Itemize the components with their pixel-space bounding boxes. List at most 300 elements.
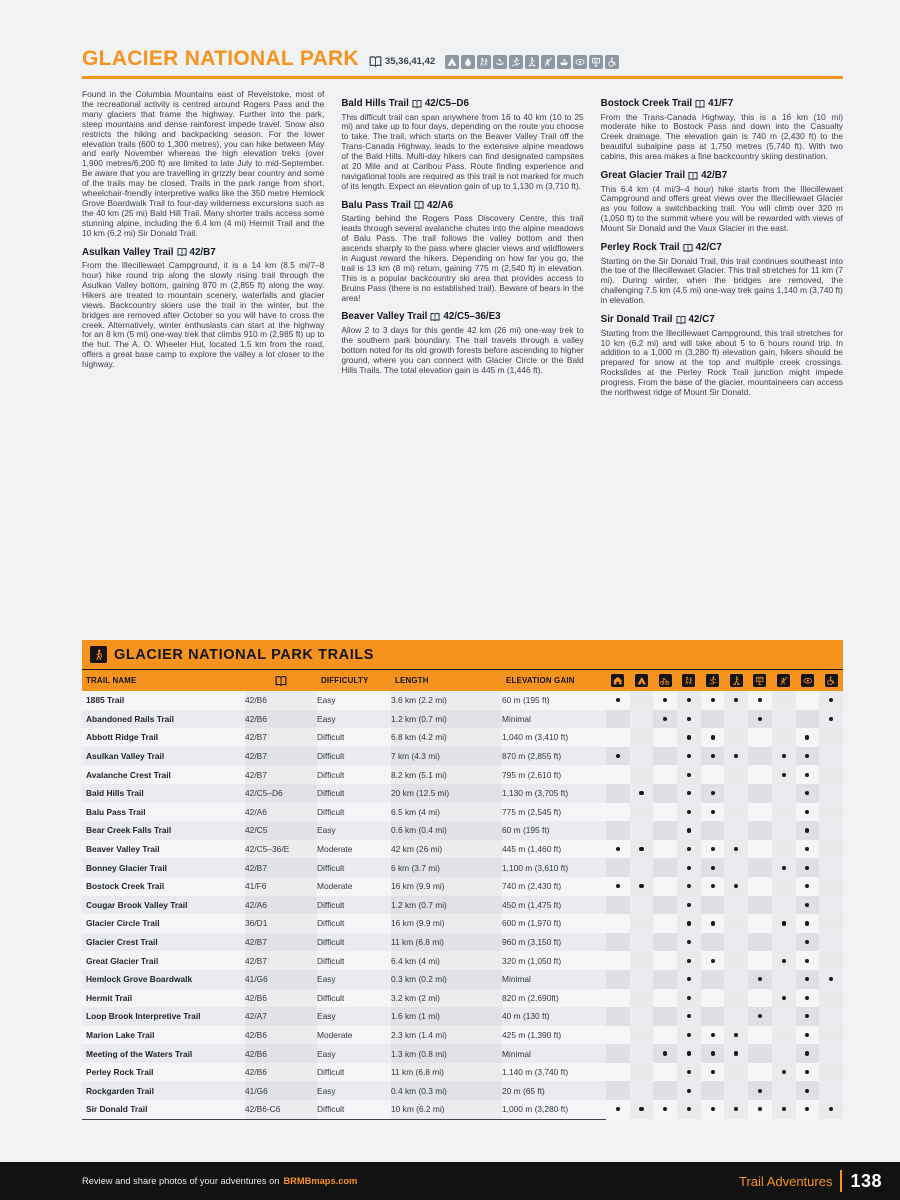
activity-dot-cell-snowshoeing: [724, 970, 748, 989]
activity-dot: [829, 977, 833, 981]
activity-dot-cell-hut: [606, 691, 630, 710]
activity-dot-cell-camping: [630, 858, 654, 877]
activity-dot: [711, 1107, 715, 1111]
activity-dot-cell-viewpoint: [796, 951, 820, 970]
activity-dot-cell-biking: [653, 803, 677, 822]
hiking-icon: [477, 55, 491, 69]
activity-dot-cell-wheelchair: [819, 728, 843, 747]
paddling-icon: [493, 55, 507, 69]
table-row: [82, 933, 843, 952]
activity-dot: [687, 996, 691, 1000]
trails-table-title: GLACIER NATIONAL PARK TRAILS: [114, 646, 375, 663]
activity-dot: [805, 773, 809, 777]
activity-dot-cell-interpretive: [748, 710, 772, 729]
activity-dot-cell-hut: [606, 710, 630, 729]
activity-dot-cell-hut: [606, 821, 630, 840]
activity-dot-cell-climbing: [772, 1007, 796, 1026]
difficulty-cell: Difficult: [317, 1104, 345, 1115]
length-cell: 0.6 km (0.4 mi): [391, 821, 502, 840]
activity-dot-cell-hiking: [677, 1100, 701, 1119]
activity-dot-cell-camping: [630, 784, 654, 803]
activity-dot-cell-viewpoint: [796, 765, 820, 784]
trail-heading: [601, 314, 843, 325]
activity-dot-cell-viewpoint: [796, 877, 820, 896]
activity-dot: [616, 1107, 620, 1111]
table-row: [82, 970, 843, 989]
activity-dot: [805, 903, 809, 907]
hut-icon: [611, 674, 624, 687]
activity-dot: [663, 698, 667, 702]
activity-icon-strip: [445, 55, 619, 69]
activity-dot: [687, 828, 691, 832]
elevation-gain-cell: Minimal: [502, 974, 531, 985]
activity-dot: [805, 866, 809, 870]
map-book-icon: [688, 171, 698, 181]
activity-dot-cell-biking: [653, 1007, 677, 1026]
activity-dot-cell-camping: [630, 951, 654, 970]
activity-dot-cell-skiing: [701, 784, 725, 803]
trail-paragraph: This difficult trail can span anywhere from 16 to 40 km (10 to 25 mi) and take up to four days, depending on the route you choose to take. The trail, which starts on the Beaver Valley Trail off the Trans-Canada Highway, leads to the extensive alpine meadows of the Bald Hills. Multi-day hikers can find designated campsites at 20 Mile and at Caribou Pass. Route finding experience and navigational tools are required as this trail is not marked for much of its length. Expect an elevation gain of up to 1,130 m (3,710 ft).: [341, 111, 584, 191]
difficulty-cell: Easy: [317, 974, 336, 985]
length-cell: 2.3 km (1.4 mi): [391, 1026, 502, 1045]
trails-table-header: [82, 669, 843, 691]
activity-dot-cell-climbing: [772, 691, 796, 710]
activity-dot-cell-hut: [606, 1081, 630, 1100]
table-row: [82, 1100, 843, 1119]
activity-dot-cell-skiing: [701, 914, 725, 933]
activity-dot-cell-skiing: [701, 970, 725, 989]
activity-dot-cell-camping: [630, 970, 654, 989]
activity-dot-cell-camping: [630, 1044, 654, 1063]
trail-heading: [601, 242, 843, 253]
activity-dot-cell-wheelchair: [819, 914, 843, 933]
activity-dot-cell-viewpoint: [796, 784, 820, 803]
activity-dot-cell-interpretive: [748, 933, 772, 952]
activity-dot: [782, 773, 786, 777]
elevation-gain-cell: Minimal: [502, 1048, 531, 1059]
camping-icon: [445, 55, 459, 69]
trail-name-cell: Abandoned Rails Trail: [86, 713, 174, 724]
table-row: [82, 1044, 843, 1063]
activity-dot: [687, 754, 691, 758]
activity-dot-cell-interpretive: [748, 877, 772, 896]
activity-dot: [616, 754, 620, 758]
trail-heading-map-ref: 42/C7: [688, 314, 715, 326]
activity-dot: [758, 1089, 762, 1093]
activity-dot-cell-camping: [630, 710, 654, 729]
activity-dot-cell-wheelchair: [819, 1100, 843, 1119]
trail-name-cell: Bear Creek Falls Trail: [86, 825, 172, 836]
activity-dot-cell-biking: [653, 728, 677, 747]
activity-dot-cell-skiing: [701, 765, 725, 784]
activity-dot-cell-hut: [606, 1007, 630, 1026]
activity-dot: [782, 1070, 786, 1074]
activity-dot-cell-hiking: [677, 784, 701, 803]
activity-dot: [805, 754, 809, 758]
trails-table-body: [82, 691, 843, 1119]
map-ref-cell: 42/B7: [245, 933, 317, 952]
activity-dot-cell-interpretive: [748, 1044, 772, 1063]
elevation-gain-cell: 795 m (2,610 ft): [502, 769, 562, 780]
activity-dot-cell-snowshoeing: [724, 691, 748, 710]
trail-heading-name: Great Glacier Trail: [600, 170, 686, 182]
activity-dot-cell-hiking: [677, 747, 701, 766]
activity-dot-cell-hiking: [677, 914, 701, 933]
difficulty-cell: Difficult: [317, 918, 345, 929]
activity-dot: [734, 1051, 738, 1055]
trail-name-cell: Sir Donald Trail: [86, 1104, 148, 1115]
activity-dot: [616, 884, 620, 888]
activity-dot-cell-interpretive: [748, 840, 772, 859]
map-ref-cell: 42/C5–D6: [245, 784, 317, 803]
difficulty-cell: Difficult: [317, 862, 345, 873]
table-row: [82, 914, 843, 933]
activity-dot-cell-viewpoint: [796, 691, 820, 710]
activity-dot-cell-biking: [653, 896, 677, 915]
map-book-icon: [245, 675, 317, 687]
activity-dot-cell-snowshoeing: [724, 821, 748, 840]
activity-dot-cell-skiing: [701, 747, 725, 766]
activity-dot-cell-skiing: [701, 821, 725, 840]
activity-dot: [687, 1089, 691, 1093]
activity-dot: [711, 959, 715, 963]
activity-dot-cell-biking: [653, 1026, 677, 1045]
activity-dot-cell-hiking: [677, 803, 701, 822]
activity-dot-cell-climbing: [772, 1026, 796, 1045]
article-column-3: [601, 90, 843, 638]
elevation-gain-cell: 445 m (1,460 ft): [502, 844, 562, 855]
elevation-gain-cell: 40 m (130 ft): [502, 1011, 550, 1022]
activity-dot-cell-interpretive: [748, 989, 772, 1008]
activity-dot: [687, 698, 691, 702]
activity-dot-cell-wheelchair: [819, 951, 843, 970]
activity-dot-cell-interpretive: [748, 765, 772, 784]
map-ref-cell: 41/F6: [245, 877, 317, 896]
activity-dot: [663, 1051, 667, 1055]
activity-dot-cell-snowshoeing: [724, 728, 748, 747]
map-ref-cell: 36/D1: [245, 914, 317, 933]
activity-dot-cell-skiing: [701, 1007, 725, 1026]
activity-dot-cell-hiking: [677, 691, 701, 710]
activity-dot-cell-interpretive: [748, 1007, 772, 1026]
difficulty-cell: Difficult: [317, 788, 345, 799]
activity-dot: [687, 977, 691, 981]
trail-name-cell: Perley Rock Trail: [86, 1067, 154, 1078]
difficulty-cell: Easy: [317, 713, 336, 724]
map-book-icon: [369, 55, 382, 68]
activity-dot-cell-snowshoeing: [724, 1026, 748, 1045]
difficulty-cell: Moderate: [317, 1029, 353, 1040]
map-ref-cell: 42/A6: [245, 896, 317, 915]
activity-dot: [782, 959, 786, 963]
table-bottom-rule: [82, 1119, 606, 1121]
activity-dot-cell-snowshoeing: [724, 840, 748, 859]
activity-dot-cell-hut: [606, 1063, 630, 1082]
trail-heading-name: Beaver Valley Trail: [341, 311, 428, 323]
wildlife-viewing-icon: [573, 55, 587, 69]
activity-dot-cell-snowshoeing: [724, 989, 748, 1008]
activity-dot-cell-climbing: [772, 970, 796, 989]
table-row: [82, 1026, 843, 1045]
activity-dot-cell-interpretive: [748, 728, 772, 747]
activity-dot-cell-biking: [653, 840, 677, 859]
trail-name-cell: Hermit Trail: [86, 992, 133, 1003]
map-ref-cell: 42/B7: [245, 747, 317, 766]
activity-dot-cell-interpretive: [748, 1100, 772, 1119]
elevation-gain-cell: 425 m (1,390 ft): [502, 1029, 562, 1040]
brmbmaps-link[interactable]: BRMBmaps.com: [283, 1176, 358, 1186]
activity-dot-cell-biking: [653, 914, 677, 933]
trail-name-cell: Rockgarden Trail: [86, 1085, 154, 1096]
activity-dot-cell-viewpoint: [796, 710, 820, 729]
activity-dot-cell-wheelchair: [819, 691, 843, 710]
activity-dot-cell-hiking: [677, 1026, 701, 1045]
activity-dot-cell-interpretive: [748, 803, 772, 822]
map-ref-cell: 42/B7: [245, 951, 317, 970]
activity-dot: [805, 884, 809, 888]
activity-dot-cell-wheelchair: [819, 710, 843, 729]
difficulty-cell: Difficult: [317, 806, 345, 817]
activity-dot-cell-biking: [653, 765, 677, 784]
table-row: [82, 691, 843, 710]
activity-dot: [711, 698, 715, 702]
activity-dot: [639, 1107, 643, 1111]
trail-heading: [82, 247, 324, 258]
difficulty-cell: Difficult: [317, 955, 345, 966]
map-ref-cell: 41/G6: [245, 970, 317, 989]
elevation-gain-cell: 450 m (1,475 ft): [502, 899, 562, 910]
activity-dot: [687, 1107, 691, 1111]
trail-name-cell: Glacier Circle Trail: [86, 918, 160, 929]
activity-dot: [734, 754, 738, 758]
activity-dot: [734, 1033, 738, 1037]
activity-dot: [805, 791, 809, 795]
activity-dot: [758, 1107, 762, 1111]
activity-dot-cell-wheelchair: [819, 858, 843, 877]
activity-dot-cell-skiing: [701, 803, 725, 822]
trail-name-cell: Beaver Valley Trail: [86, 844, 160, 855]
activity-dot-cell-snowshoeing: [724, 914, 748, 933]
activity-dot: [734, 698, 738, 702]
activity-dot-cell-biking: [653, 691, 677, 710]
article-column-1: [82, 90, 324, 638]
activity-dot: [663, 717, 667, 721]
activity-dot-cell-skiing: [701, 951, 725, 970]
activity-dot-cell-camping: [630, 840, 654, 859]
activity-dot-cell-hut: [606, 1044, 630, 1063]
activity-dot: [687, 1033, 691, 1037]
activity-dot-cell-biking: [653, 747, 677, 766]
activity-dot-cell-camping: [630, 1063, 654, 1082]
trail-heading: [601, 98, 843, 109]
table-row: [82, 728, 843, 747]
map-ref-cell: 42/B7: [245, 858, 317, 877]
activity-dot: [616, 698, 620, 702]
activity-dot-cell-camping: [630, 1026, 654, 1045]
activity-dot: [687, 810, 691, 814]
section-title: Trail Adventures: [739, 1173, 833, 1189]
skiing-icon: [509, 55, 523, 69]
table-row: [82, 710, 843, 729]
trail-heading-map-ref: 42/B7: [701, 170, 728, 182]
activity-dot-cell-hiking: [677, 840, 701, 859]
length-cell: 3.6 km (2.2 mi): [391, 691, 502, 710]
activity-dot-cell-snowshoeing: [724, 877, 748, 896]
map-reference: [369, 55, 435, 69]
wheelchair-icon: [825, 674, 838, 687]
activity-dot: [758, 717, 762, 721]
difficulty-cell: Easy: [317, 695, 336, 706]
activity-dot-cell-hut: [606, 1100, 630, 1119]
activity-dot-cell-skiing: [701, 896, 725, 915]
activity-dot-cell-skiing: [701, 858, 725, 877]
activity-dot-cell-interpretive: [748, 691, 772, 710]
difficulty-cell: Difficult: [317, 899, 345, 910]
activity-dot-cell-climbing: [772, 803, 796, 822]
map-ref-cell: 42/B6: [245, 691, 317, 710]
activity-dot-cell-interpretive: [748, 1081, 772, 1100]
activity-dot-cell-viewpoint: [796, 914, 820, 933]
trail-heading-name: Perley Rock Trail: [600, 242, 680, 254]
hiking-icon: [682, 674, 695, 687]
activity-dot-cell-climbing: [772, 858, 796, 877]
activity-dot: [687, 717, 691, 721]
table-row: [82, 803, 843, 822]
activity-dot: [805, 977, 809, 981]
activity-dot-cell-climbing: [772, 1063, 796, 1082]
activity-dot-cell-hiking: [677, 1063, 701, 1082]
header-divider: [82, 76, 843, 79]
table-row: [82, 1063, 843, 1082]
footer-section-info: [739, 1170, 882, 1192]
activity-dot-cell-interpretive: [748, 784, 772, 803]
length-cell: 6.4 km (4 mi): [391, 951, 502, 970]
activity-dot-cell-hut: [606, 858, 630, 877]
activity-dot-cell-snowshoeing: [724, 747, 748, 766]
activity-dot-cell-viewpoint: [796, 1007, 820, 1026]
activity-dot-cell-camping: [630, 989, 654, 1008]
activity-dot-cell-wheelchair: [819, 1026, 843, 1045]
table-row: [82, 784, 843, 803]
activity-dot-cell-interpretive: [748, 970, 772, 989]
table-row: [82, 1081, 843, 1100]
activity-dot: [687, 1051, 691, 1055]
activity-dot-cell-climbing: [772, 728, 796, 747]
length-cell: 1.6 km (1 mi): [391, 1007, 502, 1026]
activity-dot-cell-camping: [630, 803, 654, 822]
camping-icon: [635, 674, 648, 687]
activity-dot-cell-camping: [630, 728, 654, 747]
trail-heading: [341, 311, 583, 322]
activity-dot-cell-viewpoint: [796, 821, 820, 840]
activity-dot-cell-hut: [606, 747, 630, 766]
table-row: [82, 840, 843, 859]
length-cell: 20 km (12.5 mi): [391, 784, 502, 803]
table-row: [82, 1007, 843, 1026]
activity-dot: [687, 940, 691, 944]
activity-dot-cell-hut: [606, 896, 630, 915]
elevation-gain-cell: 740 m (2,430 ft): [502, 881, 562, 892]
activity-dot: [711, 1051, 715, 1055]
trail-name-cell: Bonney Glacier Trail: [86, 862, 167, 873]
map-ref-cell: 42/C5–36/E: [245, 840, 317, 859]
trail-name-cell: Bald Hills Trail: [86, 788, 144, 799]
activity-dot-cell-viewpoint: [796, 840, 820, 859]
activity-dot: [734, 847, 738, 851]
trail-name-cell: Asulkan Valley Trail: [86, 751, 165, 762]
map-book-icon: [676, 315, 686, 325]
activity-dot-cell-viewpoint: [796, 933, 820, 952]
activity-dot-cell-interpretive: [748, 821, 772, 840]
activity-dot-cell-snowshoeing: [724, 858, 748, 877]
activity-dot-cell-hut: [606, 803, 630, 822]
elevation-gain-cell: 960 m (3,150 ft): [502, 937, 562, 948]
elevation-gain-cell: Minimal: [502, 713, 531, 724]
elevation-gain-cell: 20 m (65 ft): [502, 1085, 545, 1096]
activity-dot-cell-hiking: [677, 765, 701, 784]
map-ref-cell: 42/B7: [245, 765, 317, 784]
activity-dot-cell-hiking: [677, 1081, 701, 1100]
elevation-gain-cell: 820 m (2,690ft): [502, 992, 559, 1003]
map-ref-cell: 42/B7: [245, 728, 317, 747]
activity-dot-cell-wheelchair: [819, 970, 843, 989]
activity-dot: [687, 847, 691, 851]
trail-heading: [341, 200, 583, 211]
map-ref-cell: 42/B6: [245, 710, 317, 729]
activity-dot-cell-hut: [606, 1026, 630, 1045]
elevation-gain-cell: 870 m (2,855 ft): [502, 751, 562, 762]
map-book-icon: [695, 99, 705, 109]
activity-dot: [805, 847, 809, 851]
climbing-icon: [777, 674, 790, 687]
activity-dot: [687, 884, 691, 888]
table-row: [82, 877, 843, 896]
activity-dot: [805, 1070, 809, 1074]
trail-heading-map-ref: 42/C7: [695, 242, 722, 254]
activity-dot-cell-biking: [653, 933, 677, 952]
activity-dot-cell-wheelchair: [819, 877, 843, 896]
activity-dot-cell-viewpoint: [796, 896, 820, 915]
length-cell: 6.5 km (4 mi): [391, 803, 502, 822]
activity-dot-cell-climbing: [772, 877, 796, 896]
activity-dot-cell-snowshoeing: [724, 710, 748, 729]
snowshoeing-icon: [730, 674, 743, 687]
elevation-gain-cell: 1,040 m (3,410 ft): [502, 732, 569, 743]
activity-dot: [805, 996, 809, 1000]
map-book-icon: [414, 200, 424, 210]
activity-dot: [805, 735, 809, 739]
activity-dot-cell-snowshoeing: [724, 1007, 748, 1026]
activity-dot-cell-viewpoint: [796, 1044, 820, 1063]
activity-dot-cell-viewpoint: [796, 1100, 820, 1119]
activity-dot-cell-camping: [630, 1007, 654, 1026]
activity-dot: [805, 1014, 809, 1018]
elevation-gain-cell: 775 m (2,545 ft): [502, 806, 562, 817]
activity-dot-cell-biking: [653, 784, 677, 803]
difficulty-cell: Easy: [317, 825, 336, 836]
activity-dot: [639, 847, 643, 851]
climbing-icon: [541, 55, 555, 69]
activity-dot: [805, 921, 809, 925]
activity-dot-cell-climbing: [772, 765, 796, 784]
activity-dot-cell-hut: [606, 765, 630, 784]
activity-dot: [782, 754, 786, 758]
activity-dot-cell-wheelchair: [819, 784, 843, 803]
activity-dot-cell-biking: [653, 989, 677, 1008]
activity-dot-cell-viewpoint: [796, 747, 820, 766]
trail-name-cell: Great Glacier Trail: [86, 955, 159, 966]
difficulty-cell: Difficult: [317, 992, 345, 1003]
